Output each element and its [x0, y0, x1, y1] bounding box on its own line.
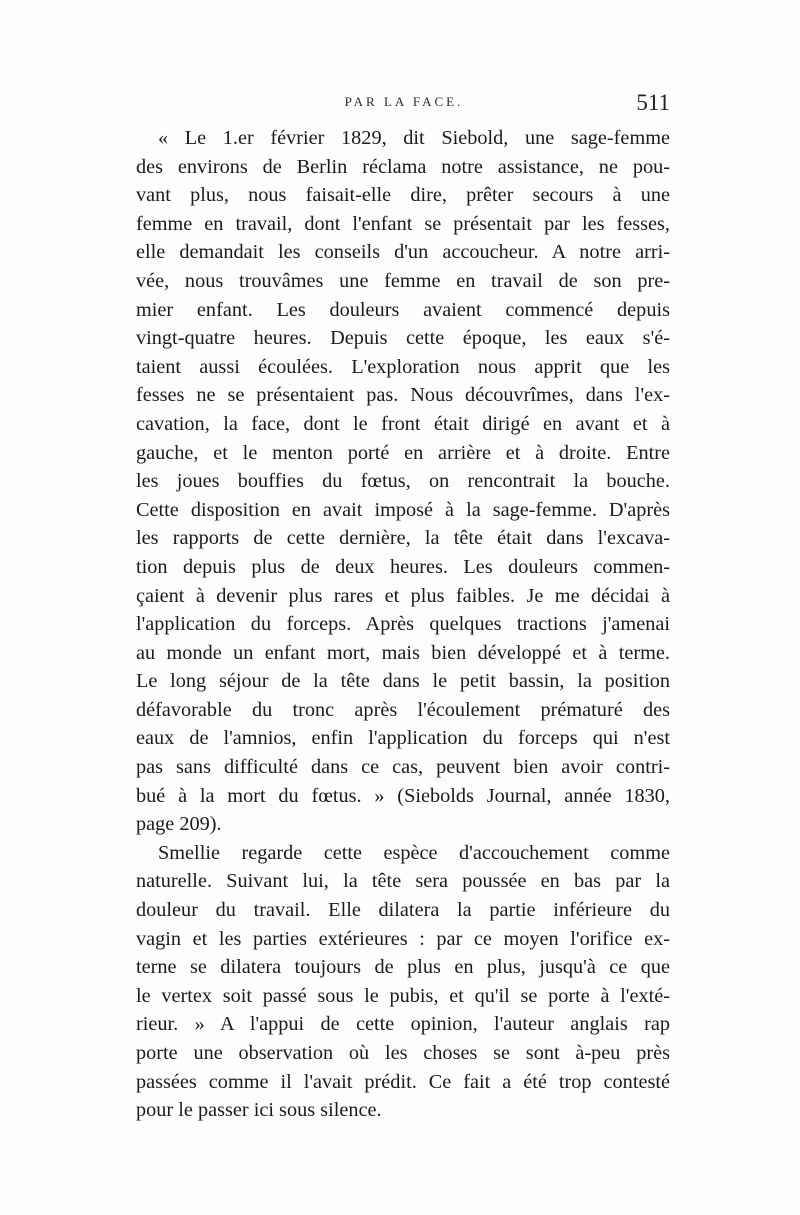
page-number: 511 — [636, 90, 670, 115]
text-line: tion depuis plus de deux heures. Les douleurs commen- — [136, 555, 670, 578]
text-line: bué à la mort du fœtus. » (Siebolds Journal, année 1830, — [136, 784, 670, 807]
text-line: passées comme il l'avait prédit. Ce fait a été trop contesté — [136, 1070, 670, 1093]
text-line: cavation, la face, dont le front était dirigé en avant et à — [136, 412, 670, 435]
text-line: des environs de Berlin réclama notre assistance, ne pou- — [136, 155, 670, 178]
text-line: le vertex soit passé sous le pubis, et qu'il se porte à l'exté- — [136, 984, 670, 1007]
text-line: douleur du travail. Elle dilatera la partie inférieure du — [136, 899, 670, 922]
text-line: pour le passer ici sous silence. — [136, 1099, 382, 1122]
text-line: Le long séjour de la tête dans le petit bassin, la position — [136, 670, 670, 693]
text-line: l'application du forceps. Après quelques tractions j'amenai — [136, 613, 670, 636]
text-line: vée, nous trouvâmes une femme en travail de son pre- — [136, 269, 670, 292]
text-line: fesses ne se présentaient pas. Nous découvrîmes, dans l'ex- — [136, 384, 670, 407]
text-line: vingt-quatre heures. Depuis cette époque, les eaux s'é- — [136, 327, 670, 350]
text-line: les rapports de cette dernière, la tête était dans l'excava- — [136, 527, 670, 550]
text-line: vant plus, nous faisait-elle dire, prêter secours à une — [136, 184, 670, 207]
body-text — [136, 124, 670, 1125]
running-header — [138, 92, 670, 122]
paragraph-1 — [136, 124, 670, 839]
running-title: PAR LA FACE. — [344, 94, 464, 109]
text-line: « Le 1.er février 1829, dit Siebold, une sage-femme — [158, 127, 670, 149]
text-line: Smellie regarde cette espèce d'accouchement comme — [158, 841, 670, 864]
text-line: défavorable du tronc après l'écoulement prématuré des — [136, 698, 670, 721]
text-line: taient aussi écoulées. L'exploration nous apprit que les — [136, 355, 670, 378]
text-line: page 209). — [136, 813, 222, 836]
text-line: çaient à devenir plus rares et plus faibles. Je me décidai à — [136, 584, 670, 607]
text-line: Cette disposition en avait imposé à la sage-femme. D'après — [136, 498, 670, 521]
text-line: mier enfant. Les douleurs avaient commencé depuis — [136, 298, 670, 321]
text-line: naturelle. Suivant lui, la tête sera poussée en bas par la — [136, 870, 670, 893]
text-line: au monde un enfant mort, mais bien développé et à terme. — [136, 641, 670, 664]
text-line: eaux de l'amnios, enfin l'application du forceps qui n'est — [136, 727, 670, 750]
text-line: vagin et les parties extérieures : par ce moyen l'orifice ex- — [136, 927, 670, 950]
text-line: rieur. » A l'appui de cette opinion, l'auteur anglais rap — [136, 1013, 670, 1036]
text-line: gauche, et le menton porté en arrière et à droite. Entre — [136, 441, 670, 464]
text-line: pas sans difficulté dans ce cas, peuvent bien avoir contri- — [136, 756, 670, 779]
text-line: terne se dilatera toujours de plus en plus, jusqu'à ce que — [136, 956, 670, 979]
text-line: elle demandait les conseils d'un accoucheur. A notre arri- — [136, 241, 670, 264]
text-line: femme en travail, dont l'enfant se présentait par les fesses, — [136, 212, 670, 235]
text-line: porte une observation où les choses se sont à-peu près — [136, 1042, 670, 1064]
paragraph-2 — [136, 839, 670, 1125]
text-line: les joues bouffies du fœtus, on rencontrait la bouche. — [136, 470, 670, 493]
